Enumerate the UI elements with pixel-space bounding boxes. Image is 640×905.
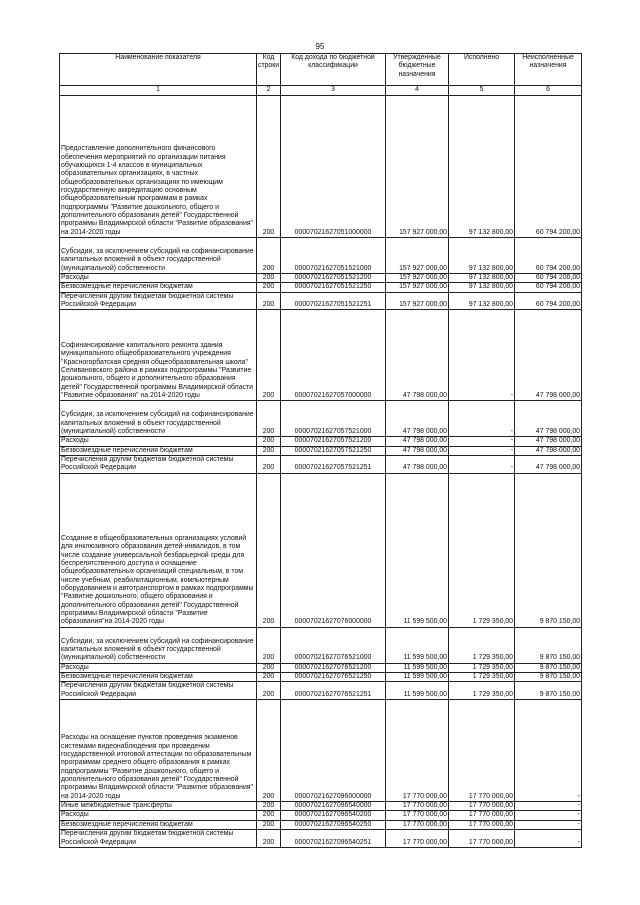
- row-income-code: 00007021627057521250: [281, 446, 386, 455]
- row-name-cell: Безвозмездные перечисления бюджетам: [60, 820, 257, 829]
- table-row: [60, 627, 582, 663]
- row-income-code: 00007021627076521250: [281, 673, 386, 682]
- row-unexecuted: 47 798 000,00: [515, 310, 582, 401]
- row-unexecuted: 60 794 200,00: [515, 292, 582, 310]
- row-line-code: 200: [257, 811, 281, 820]
- row-approved: 47 798 000,00: [386, 310, 449, 401]
- budget-execution-table: [59, 53, 582, 848]
- row-income-code: 00007021627051521250: [281, 283, 386, 292]
- row-unexecuted: -: [515, 830, 582, 848]
- row-income-code: 00007021627076000000: [281, 473, 386, 627]
- row-line-code: 200: [257, 238, 281, 274]
- table-row: [60, 663, 582, 672]
- header-indicator-name: Наименование показателя: [60, 54, 257, 86]
- row-approved: 17 770 000,00: [386, 820, 449, 829]
- row-income-code: 00007021627057521200: [281, 437, 386, 446]
- row-unexecuted: 47 798 000,00: [515, 437, 582, 446]
- row-unexecuted: -: [515, 820, 582, 829]
- row-executed: 97 132 800,00: [449, 274, 515, 283]
- table-row: [60, 811, 582, 820]
- row-approved: 157 927 000,00: [386, 96, 449, 238]
- row-income-code: 00007021627076521200: [281, 663, 386, 672]
- row-name-cell: Безвозмездные перечисления бюджетам: [60, 446, 257, 455]
- row-approved: 47 798 000,00: [386, 446, 449, 455]
- row-executed: 17 770 000,00: [449, 802, 515, 811]
- column-number: 6: [515, 86, 582, 96]
- row-name-cell: Безвозмездные перечисления бюджетам: [60, 673, 257, 682]
- row-line-code: 200: [257, 446, 281, 455]
- row-approved: 11 599 500,00: [386, 663, 449, 672]
- column-number: 4: [386, 86, 449, 96]
- row-name-cell: Субсидии, за исключением субсидий на софинансирование капитальных вложений в объект государственной (муниципальной) собственности: [60, 401, 257, 437]
- column-number: 3: [281, 86, 386, 96]
- row-unexecuted: -: [515, 802, 582, 811]
- row-executed: 1 729 350,00: [449, 627, 515, 663]
- row-executed: 17 770 000,00: [449, 830, 515, 848]
- row-unexecuted: 9 870 150,00: [515, 627, 582, 663]
- row-approved: 17 770 000,00: [386, 802, 449, 811]
- row-approved: 157 927 000,00: [386, 274, 449, 283]
- row-executed: 1 729 350,00: [449, 682, 515, 700]
- row-line-code: 200: [257, 700, 281, 802]
- table-row: [60, 401, 582, 437]
- row-line-code: 200: [257, 663, 281, 672]
- table-row: [60, 274, 582, 283]
- row-approved: 17 770 000,00: [386, 700, 449, 802]
- row-line-code: 200: [257, 96, 281, 238]
- row-name-cell: Предоставление дополнительного финансового обеспечения мероприятий по организации питания обучающихся 1-4 классов в муниципальных образовательных организациях, в частных общеобразовательных организациях по имеющим государственную аккредитацию основным общеобразовательным программам в рамках подпрограммы "Развитие дошкольного, общего и дополнительного образования детей" Государственной программы Владимирской области "Развитие образования" на 2014-2020 годы: [60, 96, 257, 238]
- row-executed: -: [449, 401, 515, 437]
- row-unexecuted: 47 798 000,00: [515, 456, 582, 474]
- row-income-code: 00007021627096000000: [281, 700, 386, 802]
- row-line-code: 200: [257, 802, 281, 811]
- header-income-code: Код дохода по бюджетной классификации: [281, 54, 386, 86]
- row-executed: 1 729 350,00: [449, 663, 515, 672]
- header-executed: Исполнено: [449, 54, 515, 86]
- table-row: [60, 310, 582, 401]
- table-row: [60, 446, 582, 455]
- row-income-code: 00007021627096540000: [281, 802, 386, 811]
- row-name-cell: Софинансирование капитального ремонта здания муниципального общеобразовательного учреждения "Красногорбатская средняя общеобразовательная школа" Селивановского района в рамках подпрограммы "Развитие дошкольного, общего и дополнительного образования детей" Государственной программы Владимирской области "Развитие образования" на 2014-2020 годы: [60, 310, 257, 401]
- table-body: [60, 96, 582, 848]
- table-row: [60, 820, 582, 829]
- row-approved: 11 599 500,00: [386, 673, 449, 682]
- row-income-code: 00007021627057521000: [281, 401, 386, 437]
- page-number: 95: [315, 42, 325, 51]
- table-row: [60, 473, 582, 627]
- table-row: [60, 292, 582, 310]
- row-approved: 11 599 500,00: [386, 682, 449, 700]
- row-income-code: 00007021627051000000: [281, 96, 386, 238]
- row-line-code: 200: [257, 820, 281, 829]
- row-name-cell: Перечисления другим бюджетам бюджетной системы Российской Федерации: [60, 292, 257, 310]
- row-unexecuted: 47 798 000,00: [515, 401, 582, 437]
- row-unexecuted: 9 870 150,00: [515, 673, 582, 682]
- row-name-cell: Субсидии, за исключением субсидий на софинансирование капитальных вложений в объект государственной (муниципальной) собственности: [60, 627, 257, 663]
- row-executed: 97 132 800,00: [449, 96, 515, 238]
- row-approved: 11 599 500,00: [386, 473, 449, 627]
- row-approved: 47 798 000,00: [386, 456, 449, 474]
- column-number: 5: [449, 86, 515, 96]
- row-name-cell: Расходы: [60, 274, 257, 283]
- row-line-code: 200: [257, 830, 281, 848]
- table-row: [60, 238, 582, 274]
- table-row: [60, 283, 582, 292]
- column-number: 1: [60, 86, 257, 96]
- row-name-cell: Расходы: [60, 811, 257, 820]
- row-line-code: 200: [257, 401, 281, 437]
- table-row: [60, 830, 582, 848]
- header-approved: Утвержденные бюджетные назначения: [386, 54, 449, 86]
- table-header-row: [60, 54, 582, 86]
- row-name-cell: Создание в общеобразовательных организациях условий для инклюзивного образования детей-инвалидов, в том числе создание универсальной безбарьерной среды для беспрепятственного доступа и оснащение общеобразовательных организаций специальным, в том числе учебным, реабилитационным, компьютерным оборудованием и автотранспортом в рамках подпрограммы "Развитие дошкольного, общего образования и дополнительного образования детей" Государственной программы Владимирской области "Развитие образования"на 2014-2020 годы: [60, 473, 257, 627]
- row-executed: 97 132 800,00: [449, 283, 515, 292]
- row-unexecuted: 60 794 200,00: [515, 274, 582, 283]
- row-income-code: 00007021627051521200: [281, 274, 386, 283]
- row-name-cell: Безвозмездные перечисления бюджетам: [60, 283, 257, 292]
- row-unexecuted: 60 794 200,00: [515, 283, 582, 292]
- row-line-code: 200: [257, 292, 281, 310]
- row-executed: 1 729 350,00: [449, 673, 515, 682]
- row-income-code: 00007021627076521251: [281, 682, 386, 700]
- row-unexecuted: 47 798 000,00: [515, 446, 582, 455]
- row-approved: 157 927 000,00: [386, 283, 449, 292]
- row-approved: 47 798 000,00: [386, 437, 449, 446]
- row-executed: 1 729 350,00: [449, 473, 515, 627]
- row-unexecuted: -: [515, 811, 582, 820]
- row-name-cell: Расходы: [60, 663, 257, 672]
- table-row: [60, 437, 582, 446]
- table-row: [60, 673, 582, 682]
- row-unexecuted: 9 870 150,00: [515, 473, 582, 627]
- row-line-code: 200: [257, 473, 281, 627]
- row-unexecuted: 9 870 150,00: [515, 663, 582, 672]
- row-line-code: 200: [257, 437, 281, 446]
- row-income-code: 00007021627076521000: [281, 627, 386, 663]
- row-unexecuted: -: [515, 700, 582, 802]
- row-line-code: 200: [257, 682, 281, 700]
- table-row: [60, 682, 582, 700]
- row-name-cell: Перечисления другим бюджетам бюджетной системы Российской Федерации: [60, 456, 257, 474]
- row-approved: 157 927 000,00: [386, 292, 449, 310]
- row-income-code: 00007021627051521000: [281, 238, 386, 274]
- row-executed: 17 770 000,00: [449, 700, 515, 802]
- row-unexecuted: 60 794 200,00: [515, 238, 582, 274]
- row-executed: -: [449, 456, 515, 474]
- row-income-code: 00007021627057000000: [281, 310, 386, 401]
- row-line-code: 200: [257, 627, 281, 663]
- row-approved: 17 770 000,00: [386, 811, 449, 820]
- row-income-code: 00007021627051521251: [281, 292, 386, 310]
- row-unexecuted: 60 794 200,00: [515, 96, 582, 238]
- row-income-code: 00007021627096540250: [281, 820, 386, 829]
- row-executed: -: [449, 310, 515, 401]
- row-executed: 17 770 000,00: [449, 820, 515, 829]
- table-row: [60, 802, 582, 811]
- row-executed: 97 132 800,00: [449, 238, 515, 274]
- row-name-cell: Иные межбюджетные трансферты: [60, 802, 257, 811]
- row-income-code: 00007021627096540200: [281, 811, 386, 820]
- row-unexecuted: 9 870 150,00: [515, 682, 582, 700]
- row-executed: 97 132 800,00: [449, 292, 515, 310]
- table-row: [60, 456, 582, 474]
- row-executed: -: [449, 446, 515, 455]
- column-number-row: [60, 86, 582, 96]
- row-income-code: 00007021627057521251: [281, 456, 386, 474]
- row-line-code: 200: [257, 283, 281, 292]
- row-name-cell: Перечисления другим бюджетам бюджетной системы Российской Федерации: [60, 830, 257, 848]
- row-approved: 47 798 000,00: [386, 401, 449, 437]
- header-line-code: Код строки: [257, 54, 281, 86]
- row-name-cell: Субсидии, за исключением субсидий на софинансирование капитальных вложений в объект государственной (муниципальной) собственности: [60, 238, 257, 274]
- column-number: 2: [257, 86, 281, 96]
- table-row: [60, 96, 582, 238]
- row-approved: 17 770 000,00: [386, 830, 449, 848]
- table-row: [60, 700, 582, 802]
- row-line-code: 200: [257, 673, 281, 682]
- row-income-code: 00007021627096540251: [281, 830, 386, 848]
- row-executed: -: [449, 437, 515, 446]
- row-executed: 17 770 000,00: [449, 811, 515, 820]
- row-line-code: 200: [257, 310, 281, 401]
- row-name-cell: Расходы: [60, 437, 257, 446]
- row-name-cell: Перечисления другим бюджетам бюджетной системы Российской Федерации: [60, 682, 257, 700]
- row-approved: 157 927 000,00: [386, 238, 449, 274]
- header-unexecuted: Неисполненные назначения: [515, 54, 582, 86]
- row-line-code: 200: [257, 456, 281, 474]
- row-name-cell: Расходы на оснащение пунктов проведения экзаменов системами видеонаблюдения при проведении государственной итоговой аттестации по образовательным программам среднего общего образования в рамках подпрограммы "Развитие дошкольного, общего и дополнительного образования детей" Государственной программы Владимирской области "Развитие образования" на 2014-2020 годы: [60, 700, 257, 802]
- row-line-code: 200: [257, 274, 281, 283]
- row-approved: 11 599 500,00: [386, 627, 449, 663]
